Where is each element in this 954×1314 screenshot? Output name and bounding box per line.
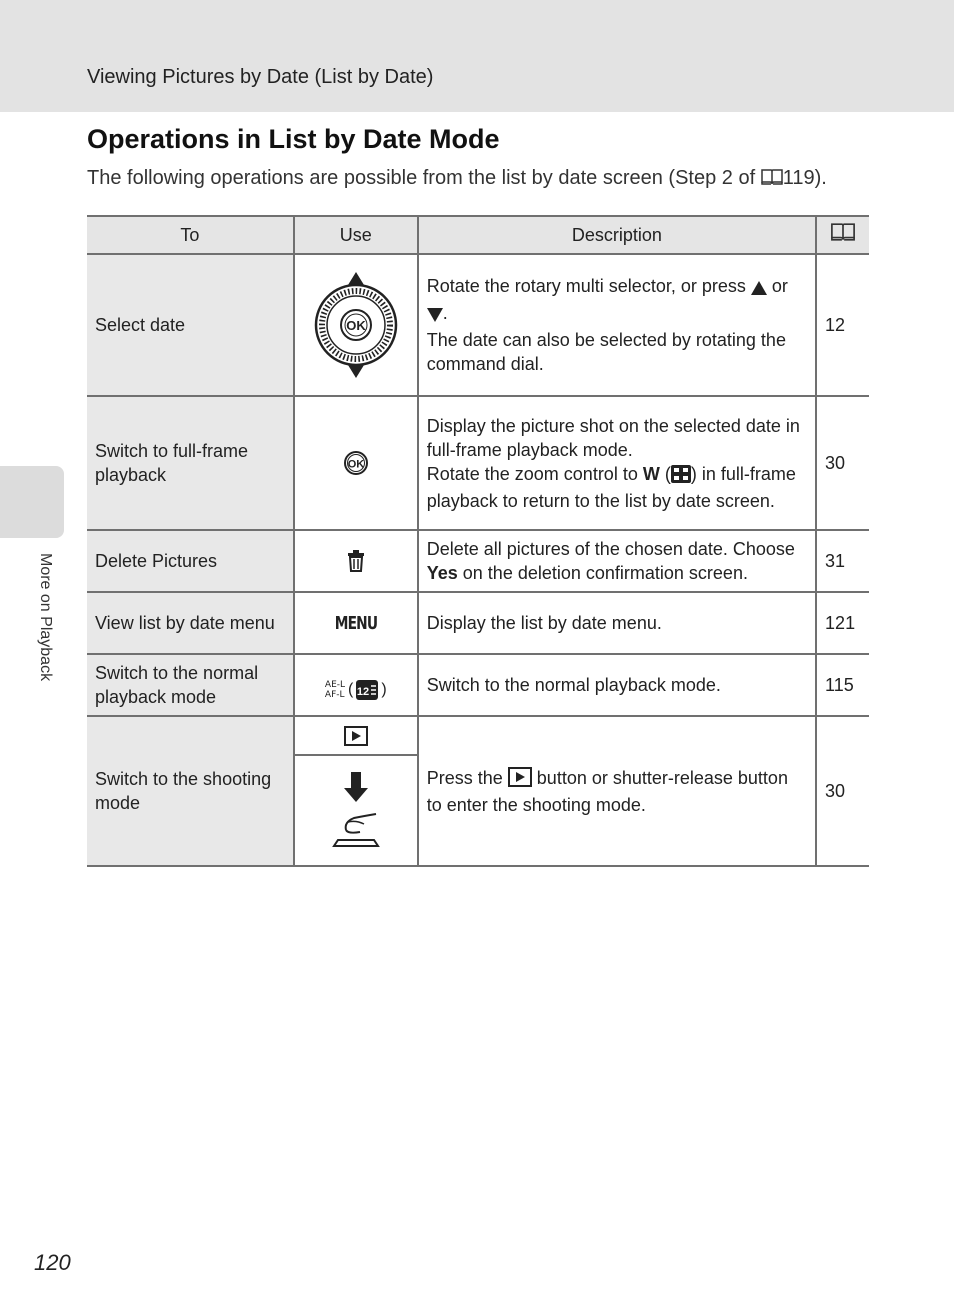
header-reference — [816, 216, 869, 254]
desc-text: on the deletion confirmation screen. — [462, 563, 748, 583]
svg-text:12: 12 — [357, 685, 370, 698]
list-by-date-icon — [356, 680, 378, 700]
header-band — [0, 0, 954, 112]
row-action: Switch to full-frame playback — [87, 396, 294, 530]
desc-text: button or shutter-release button to enter the shooting mode. — [426, 767, 788, 815]
row-use — [294, 530, 418, 592]
thumbnail-icon — [671, 465, 691, 489]
row-description — [418, 396, 816, 530]
row-description: Display the list by date menu. — [418, 592, 816, 654]
svg-text:OK: OK — [346, 318, 366, 333]
row-description: Switch to the normal playback mode. — [418, 654, 816, 716]
use-top-cell — [295, 718, 417, 756]
table-row — [87, 716, 869, 866]
svg-text:OK: OK — [347, 458, 365, 471]
desc-text: or — [771, 276, 788, 296]
section-header: Viewing Pictures by Date (List by Date) — [87, 66, 434, 88]
row-action: Switch to the normal playback mode — [87, 654, 294, 716]
desc-text: Delete all pictures of the chosen date. Choose — [426, 539, 795, 559]
yes-label: Yes — [426, 563, 458, 583]
section-tab — [0, 466, 64, 538]
section-side-label: More on Playback — [37, 553, 54, 682]
desc-text: The date can also be selected by rotating the command dial. — [426, 330, 786, 374]
ok-button-icon — [303, 450, 409, 476]
table-row — [87, 654, 869, 716]
book-icon — [830, 226, 856, 246]
desc-text: Display the picture shot on the selected date in full-frame playback mode. — [426, 415, 800, 460]
desc-text: ) in full-frame playback to return to the list by date screen. — [426, 463, 796, 511]
row-action: Switch to the shooting mode — [87, 716, 294, 866]
intro-text: The following operations are possible from the list by date screen (Step 2 of — [87, 167, 761, 189]
shutter-release-icon — [324, 770, 388, 850]
playback-button-icon — [344, 726, 368, 746]
row-description — [418, 530, 816, 592]
row-page-ref: 121 — [816, 592, 869, 654]
row-use — [294, 254, 418, 396]
row-description — [418, 716, 816, 866]
row-use: AE-L AF-L ( 12 ) — [294, 654, 418, 716]
page-title: Operations in List by Date Mode — [87, 124, 500, 154]
table-header-row — [87, 216, 869, 254]
af-lock-label: AF-L — [324, 689, 345, 700]
row-page-ref: 115 — [816, 654, 869, 716]
intro-ref: 119 — [782, 167, 815, 189]
page-number: 120 — [34, 1250, 71, 1275]
book-icon — [761, 168, 783, 192]
row-use — [294, 716, 418, 866]
table-row — [87, 254, 869, 396]
desc-text: Press the — [426, 767, 503, 788]
trash-icon — [303, 550, 409, 572]
row-use — [294, 396, 418, 530]
row-use — [294, 592, 418, 654]
row-page-ref: 30 — [816, 716, 869, 866]
ae-af-lock-icon — [325, 680, 345, 700]
row-page-ref: 30 — [816, 396, 869, 530]
row-action: Delete Pictures — [87, 530, 294, 592]
table-row — [87, 592, 869, 654]
row-action: Select date — [87, 254, 294, 396]
header-to: To — [87, 216, 294, 254]
menu-button-label: MENU — [334, 612, 377, 634]
desc-text: Rotate the zoom control to — [426, 463, 638, 484]
desc-text: Rotate the rotary multi selector, or press — [426, 276, 746, 296]
desc-text: . — [442, 303, 448, 323]
row-page-ref: 31 — [816, 530, 869, 592]
desc-text: ( — [664, 463, 671, 484]
down-arrow-icon — [427, 304, 443, 328]
ae-lock-label: AE-L — [324, 679, 346, 690]
table-row — [87, 530, 869, 592]
header-description: Description — [418, 216, 816, 254]
zoom-w-label: W — [642, 463, 660, 484]
row-page-ref: 12 — [816, 254, 869, 396]
header-use: Use — [294, 216, 418, 254]
playback-button-icon — [508, 767, 532, 793]
intro-end: ). — [814, 167, 827, 189]
row-action: View list by date menu — [87, 592, 294, 654]
use-bottom-cell — [295, 756, 417, 864]
table-row — [87, 396, 869, 530]
up-arrow-icon — [751, 277, 767, 301]
rotary-multi-selector-icon — [303, 270, 409, 380]
row-description — [418, 254, 816, 396]
operations-table — [87, 215, 869, 867]
intro-paragraph — [87, 167, 827, 192]
